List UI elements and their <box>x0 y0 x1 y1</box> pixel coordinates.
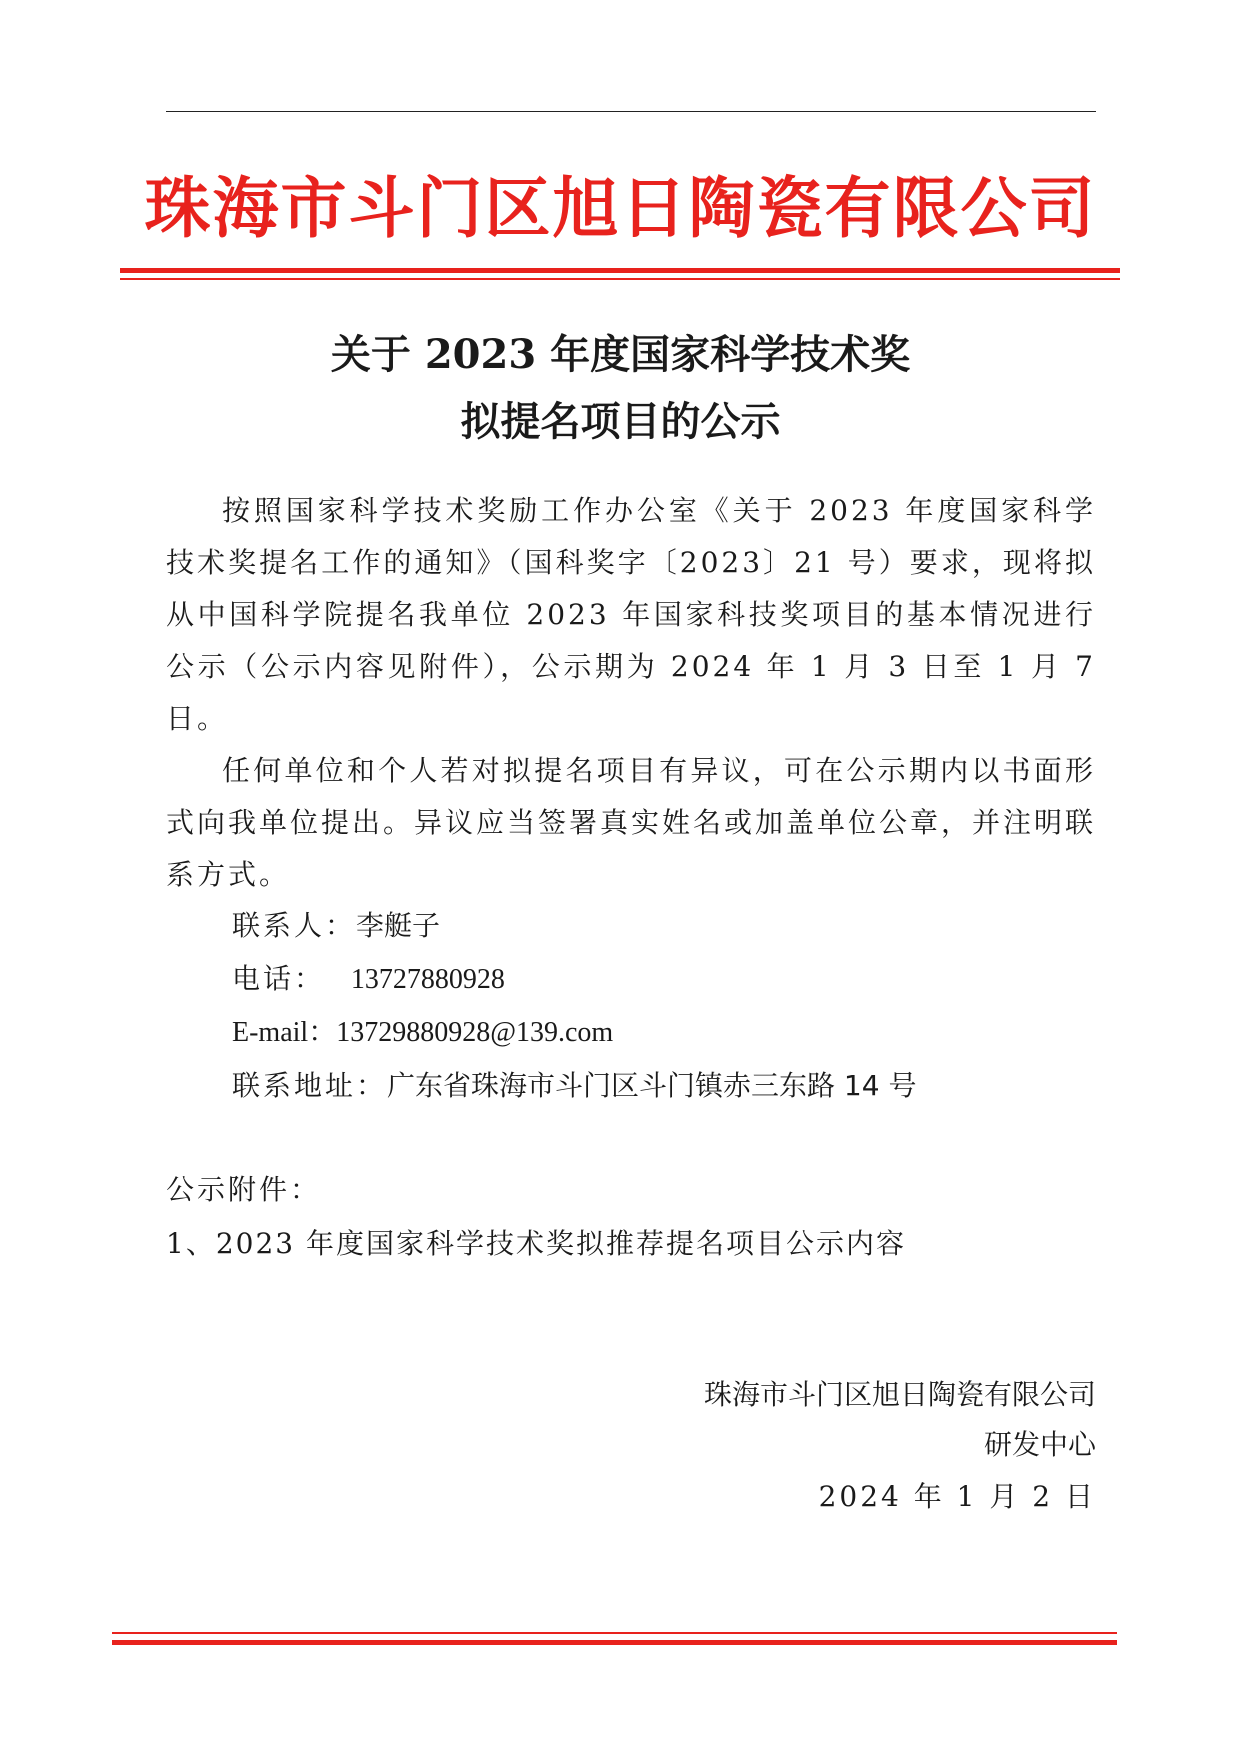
contact-person-name: 李艇子 <box>356 909 441 942</box>
contact-phone-label: 电话： <box>232 962 326 995</box>
signature-date: 2024 年 1 月 2 日 <box>818 1480 1096 1513</box>
contact-phone-value: 13727880928 <box>350 964 505 995</box>
company-header: 珠海市斗门区旭日陶瓷有限公司 <box>144 169 1097 247</box>
contact-person-label: 联系人： <box>232 909 357 942</box>
header-red-rule-thin <box>120 278 1120 280</box>
contact-address-row <box>232 1060 916 1112</box>
document-title-line2: 拟提名项目的公示 <box>460 398 781 445</box>
signature-organization: 珠海市斗门区旭日陶瓷有限公司 <box>703 1378 1096 1411</box>
attachments-label: 公示附件： <box>166 1173 322 1206</box>
header-red-rule <box>120 268 1120 273</box>
body-paragraph-1: 按照国家科学技术奖励工作办公室《关于 2023 年度国家科学技术奖提名工作的通知》（国科奖字〔2023〕21 号）要求，现将拟从中国科学院提名我单位 2023 年国家科技奖项目的基本情况进行公示（公示内容见附件），公示期为 2024 年 1 月 3 日至 1 月 7 日。 <box>166 494 1096 735</box>
top-divider <box>166 111 1096 112</box>
contact-phone-row <box>232 953 505 1006</box>
contact-email-label: E-mail： <box>232 1017 337 1048</box>
body-paragraph-2: 任何单位和个人若对拟提名项目有异议，可在公示期内以书面形式向我单位提出。异议应当签署真实姓名或加盖单位公章，并注明联系方式。 <box>166 754 1097 891</box>
signature-department: 研发中心 <box>983 1428 1096 1461</box>
footer-red-rule <box>112 1640 1117 1645</box>
contact-person-row <box>232 900 440 952</box>
footer-red-rule-thin <box>112 1632 1117 1634</box>
attachment-item-1: 1、2023 年度国家科学技术奖拟推荐提名项目公示内容 <box>166 1227 906 1260</box>
contact-address-value: 广东省珠海市斗门区斗门镇赤三东路 14 号 <box>387 1069 917 1102</box>
contact-email-value: 13729880928@139.com <box>336 1017 614 1048</box>
contact-address-label: 联系地址： <box>232 1069 388 1102</box>
document-title-line1: 关于 2023 年度国家科学技术奖 <box>330 331 911 378</box>
contact-email-row <box>232 1006 613 1059</box>
